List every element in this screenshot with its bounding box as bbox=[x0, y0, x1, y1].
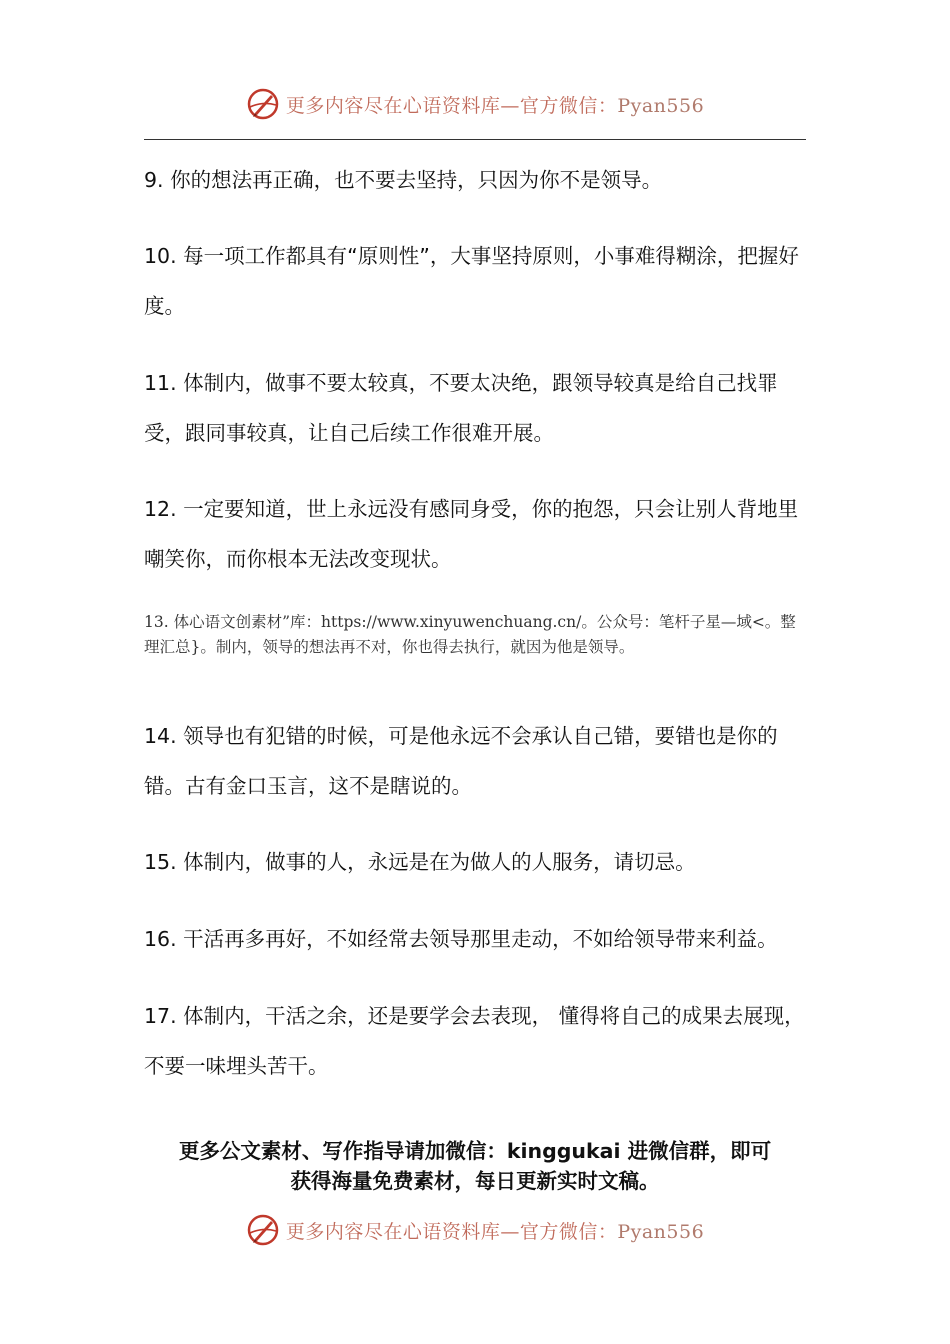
pen-logo-icon bbox=[246, 87, 280, 121]
list-item-11: 11. 体制内，做事不要太较真，不要太决绝，跟领导较真是给自己找罪受，跟同事较真，让自己后续工作很难开展。 bbox=[144, 371, 778, 445]
watermark-wechat-id: Pyan556 bbox=[617, 94, 705, 117]
list-item-13: 13. 体心语文创素材”库：https://www.xinyuwenchuang.cn/。公众号：笔杆子星—域<。整理汇总}。制内，领导的想法再不对，你也得去执行，就因为他是领导。 bbox=[144, 613, 796, 656]
list-item-16: 16. 干活再多再好，不如经常去领导那里走动，不如给领导带来利益。 bbox=[144, 927, 778, 951]
list-item-15: 15. 体制内，做事的人，永远是在为做人的人服务，请切忌。 bbox=[144, 850, 696, 874]
list-item-9: 9. 你的想法再正确，也不要去坚持，只因为你不是领导。 bbox=[144, 168, 663, 192]
footer-note bbox=[140, 1136, 810, 1196]
list-item-12: 12. 一定要知道，世上永远没有感同身受，你的抱怨，只会让别人背地里嘲笑你，而你根本无法改变现状。 bbox=[144, 497, 799, 571]
footer-watermark bbox=[0, 1208, 950, 1252]
list-item-14: 14. 领导也有犯错的时候，可是他永远不会承认自己错，要错也是你的错。古有金口玉言，这不是瞎说的。 bbox=[144, 724, 778, 798]
list-item-10: 10. 每一项工作都具有“原则性”，大事坚持原则，小事难得糊涂，把握好度。 bbox=[144, 244, 799, 318]
footer-note-line-1: 更多公文素材、写作指导请加微信：kinggukai 进微信群，即可 bbox=[178, 1139, 772, 1163]
watermark-text: 更多内容尽在心语资料库—官方微信：Pyan556 bbox=[285, 1220, 705, 1243]
watermark-text: 更多内容尽在心语资料库—官方微信：Pyan556 bbox=[285, 94, 705, 117]
header-divider bbox=[144, 139, 806, 140]
watermark-wechat-id: Pyan556 bbox=[617, 1220, 705, 1243]
footer-note-line-2: 获得海量免费素材，每日更新实时文稿。 bbox=[290, 1169, 660, 1193]
header-watermark bbox=[0, 82, 950, 126]
pen-logo-icon bbox=[246, 1213, 280, 1247]
list-item-17: 17. 体制内，干活之余，还是要学会去表现， 懂得将自己的成果去展现，不要一味埋头苦干。 bbox=[144, 1004, 805, 1078]
